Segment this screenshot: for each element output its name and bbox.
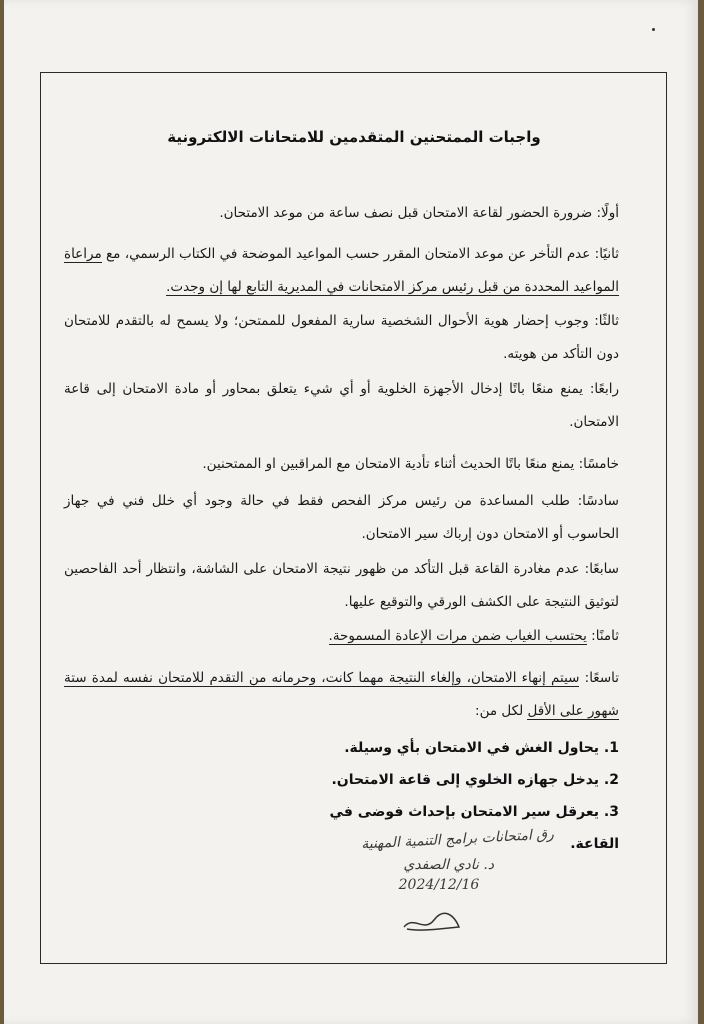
item-2-label: ثانيًا: bbox=[594, 246, 620, 262]
item-4-label: رابعًا: bbox=[589, 381, 620, 397]
item-4-text: يمنع منعًا باتًا إدخال الأجهزة الخلوية أو أي شيء يتعلق بمحاور أو مادة الامتحان إلى قاعة الامتحان. bbox=[64, 381, 619, 430]
signature-block bbox=[304, 826, 555, 893]
item-1 bbox=[64, 197, 619, 230]
item-2-text: عدم التأخر عن موعد الامتحان المقرر حسب المواعيد الموضحة في الكتاب الرسمي، مع bbox=[106, 246, 591, 262]
item-9 bbox=[64, 662, 619, 728]
item-5 bbox=[64, 448, 619, 481]
item-6 bbox=[64, 485, 619, 551]
item-6-text: طلب المساعدة من رئيس مركز الفحص فقط في حالة وجود أي خلل فني في جهاز الحاسوب أو الامتحان دون إرباك سير الامتحان. bbox=[64, 493, 619, 542]
signature-date: 2024/12/16 bbox=[398, 877, 480, 893]
item-9-underlined: سيتم إنهاء الامتحان، وإلغاء النتيجة مهما كانت، وحرمانه من التقدم للامتحان نفسه لمدة ستة شهور على الأقل bbox=[64, 670, 619, 719]
list-item: 3. يعرقل سير الامتحان بإحداث فوضى في القاعة. bbox=[329, 804, 619, 852]
item-9-label: تاسعًا: bbox=[584, 670, 619, 686]
list-item: 2. يدخل جهازه الخلوي إلى قاعة الامتحان. bbox=[331, 772, 619, 788]
item-4 bbox=[64, 373, 619, 439]
item-9-text: لكل من: bbox=[475, 703, 524, 719]
item-3-label: ثالثًا: bbox=[594, 313, 619, 329]
item-6-label: سادسًا: bbox=[577, 493, 619, 509]
paper-sheet bbox=[4, 0, 698, 1024]
list-item: 1. يحاول الغش في الامتحان بأي وسيلة. bbox=[344, 740, 619, 756]
document-title: واجبات الممتحنين المتقدمين للامتحانات الالكترونية bbox=[167, 128, 541, 146]
item-1-text: ضرورة الحضور لقاعة الامتحان قبل نصف ساعة من موعد الامتحان. bbox=[219, 205, 593, 221]
item-7-label: سابعًا: bbox=[584, 561, 619, 577]
signature-line2: د. نادي الصفدي bbox=[403, 857, 494, 873]
item-2 bbox=[64, 238, 619, 304]
item-2-underlined: مراعاة المواعيد المحددة من قبل رئيس مركز الامتحانات في المديرية التابع لها إن وجدت. bbox=[64, 246, 619, 295]
item-1-label: أولًا: bbox=[596, 205, 619, 221]
item-7 bbox=[64, 553, 619, 619]
item-3 bbox=[64, 305, 619, 371]
handwritten-signature-icon bbox=[399, 905, 469, 935]
item-8 bbox=[64, 620, 619, 653]
item-8-underlined: يحتسب الغياب ضمن مرات الإعادة المسموحة. bbox=[328, 628, 587, 644]
ink-dot bbox=[652, 28, 655, 31]
item-5-text: يمنع منعًا باتًا الحديث أثناء تأدية الامتحان مع المراقبين او الممتحنين. bbox=[202, 456, 575, 472]
item-7-text: عدم مغادرة القاعة قبل التأكد من ظهور نتيجة الامتحان على الشاشة، وانتظار أحد الفاحصين لتوثيق النتيجة على الكشف الورقي والتوقيع عليها. bbox=[64, 561, 619, 610]
item-5-label: خامسًا: bbox=[578, 456, 619, 472]
signature-line1: رق امتحانات برامج التنمية المهنية bbox=[360, 826, 555, 853]
item-3-text: وجوب إحضار هوية الأحوال الشخصية سارية المفعول للممتحن؛ ولا يسمح له بالتقدم للامتحان دون التأكد من هويته. bbox=[64, 313, 619, 362]
item-8-label: ثامنًا: bbox=[591, 628, 619, 644]
